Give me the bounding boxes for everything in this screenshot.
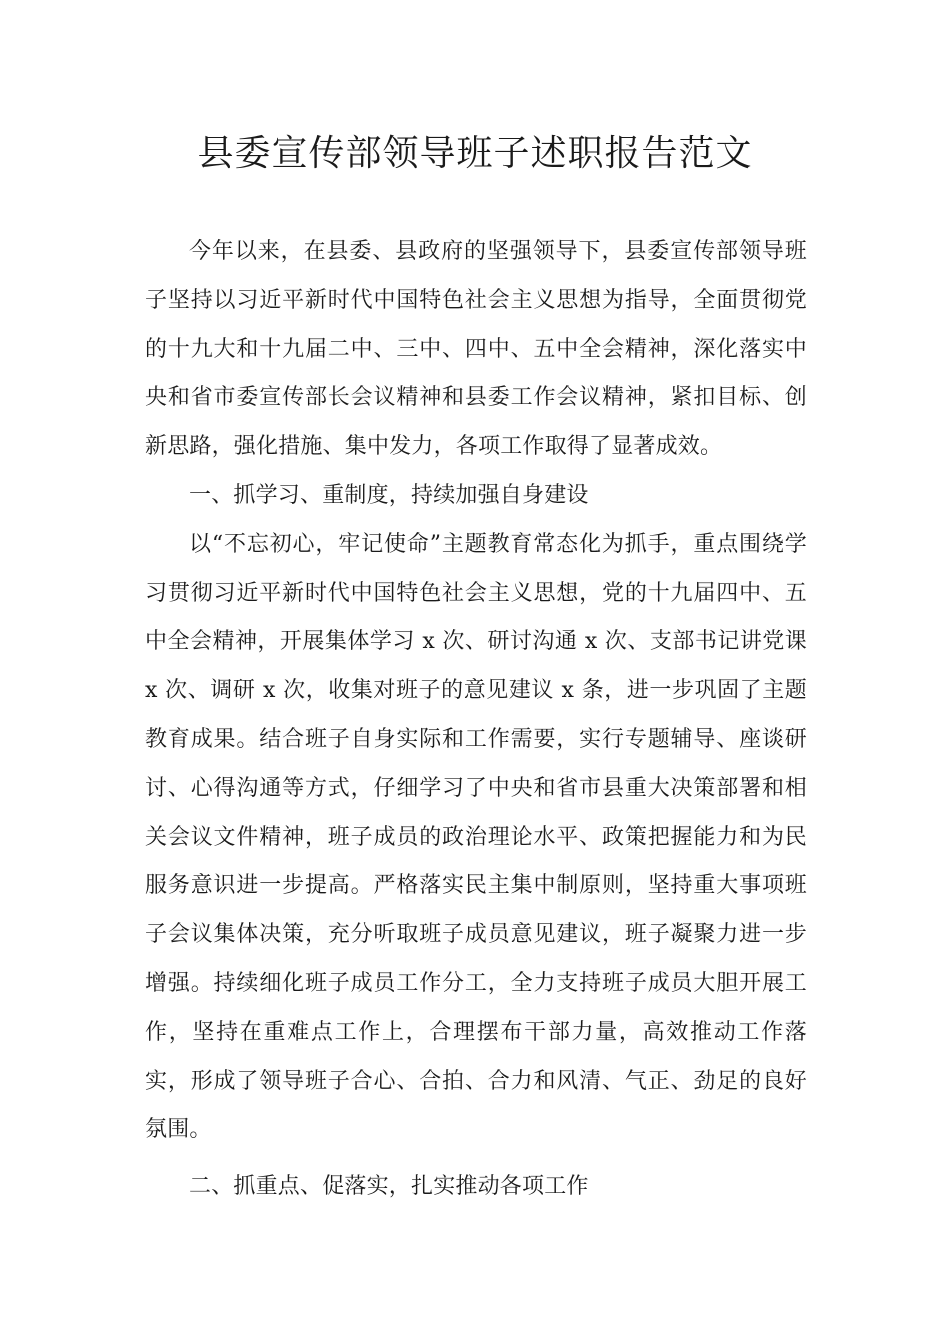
section-2-heading: 二、抓重点、促落实，扎实推动各项工作 xyxy=(189,1174,589,1200)
intro-paragraph: 今年以来，在县委、县政府的坚强领导下，县委宣传部领导班子坚持以习近平新时代中国特色社会主义思想为指导，全面贯彻党的十九大和十九届二中、三中、四中、五中全会精神，深化落实中央和省市委宣传部长会议精神和县委工作会议精神，紧扣目标、创新思路，强化措施、集中发力，各项工作取得了显著成效。 xyxy=(145,239,807,460)
document-title: 县委宣传部领导班子述职报告范文 xyxy=(197,133,753,174)
document-body xyxy=(145,228,807,1212)
paragraph-spacer xyxy=(145,1155,807,1163)
section-1-heading: 一、抓学习、重制度，持续加强自身建设 xyxy=(189,482,589,508)
section-1-paragraph: 以“不忘初心，牢记使命”主题教育常态化为抓手，重点围绕学习贯彻习近平新时代中国特色社会主义思想，党的十九届四中、五中全会精神，开展集体学习 x 次、研讨沟通 x 次、支部书记讲党课 x 次、调研 x 次，收集对班子的意见建议 x 条，进一步巩固了主题教育成果。结合班子自身实际和工作需要，实行专题辅导、座谈研讨、心得沟通等方式，仔细学习了中央和省市县重大决策部署和相关会议文件精神，班子成员的政治理论水平、政策把握能力和为民服务意识进一步提高。严格落实民主集中制原则，坚持重大事项班子会议集体决策，充分听取班子成员意见建议，班子凝聚力进一步增强。持续细化班子成员工作分工，全力支持班子成员大胆开展工作，坚持在重难点工作上，合理摆布干部力量，高效推动工作落实，形成了领导班子合心、合拍、合力和风清、气正、劲足的良好氛围。 xyxy=(145,531,807,1143)
